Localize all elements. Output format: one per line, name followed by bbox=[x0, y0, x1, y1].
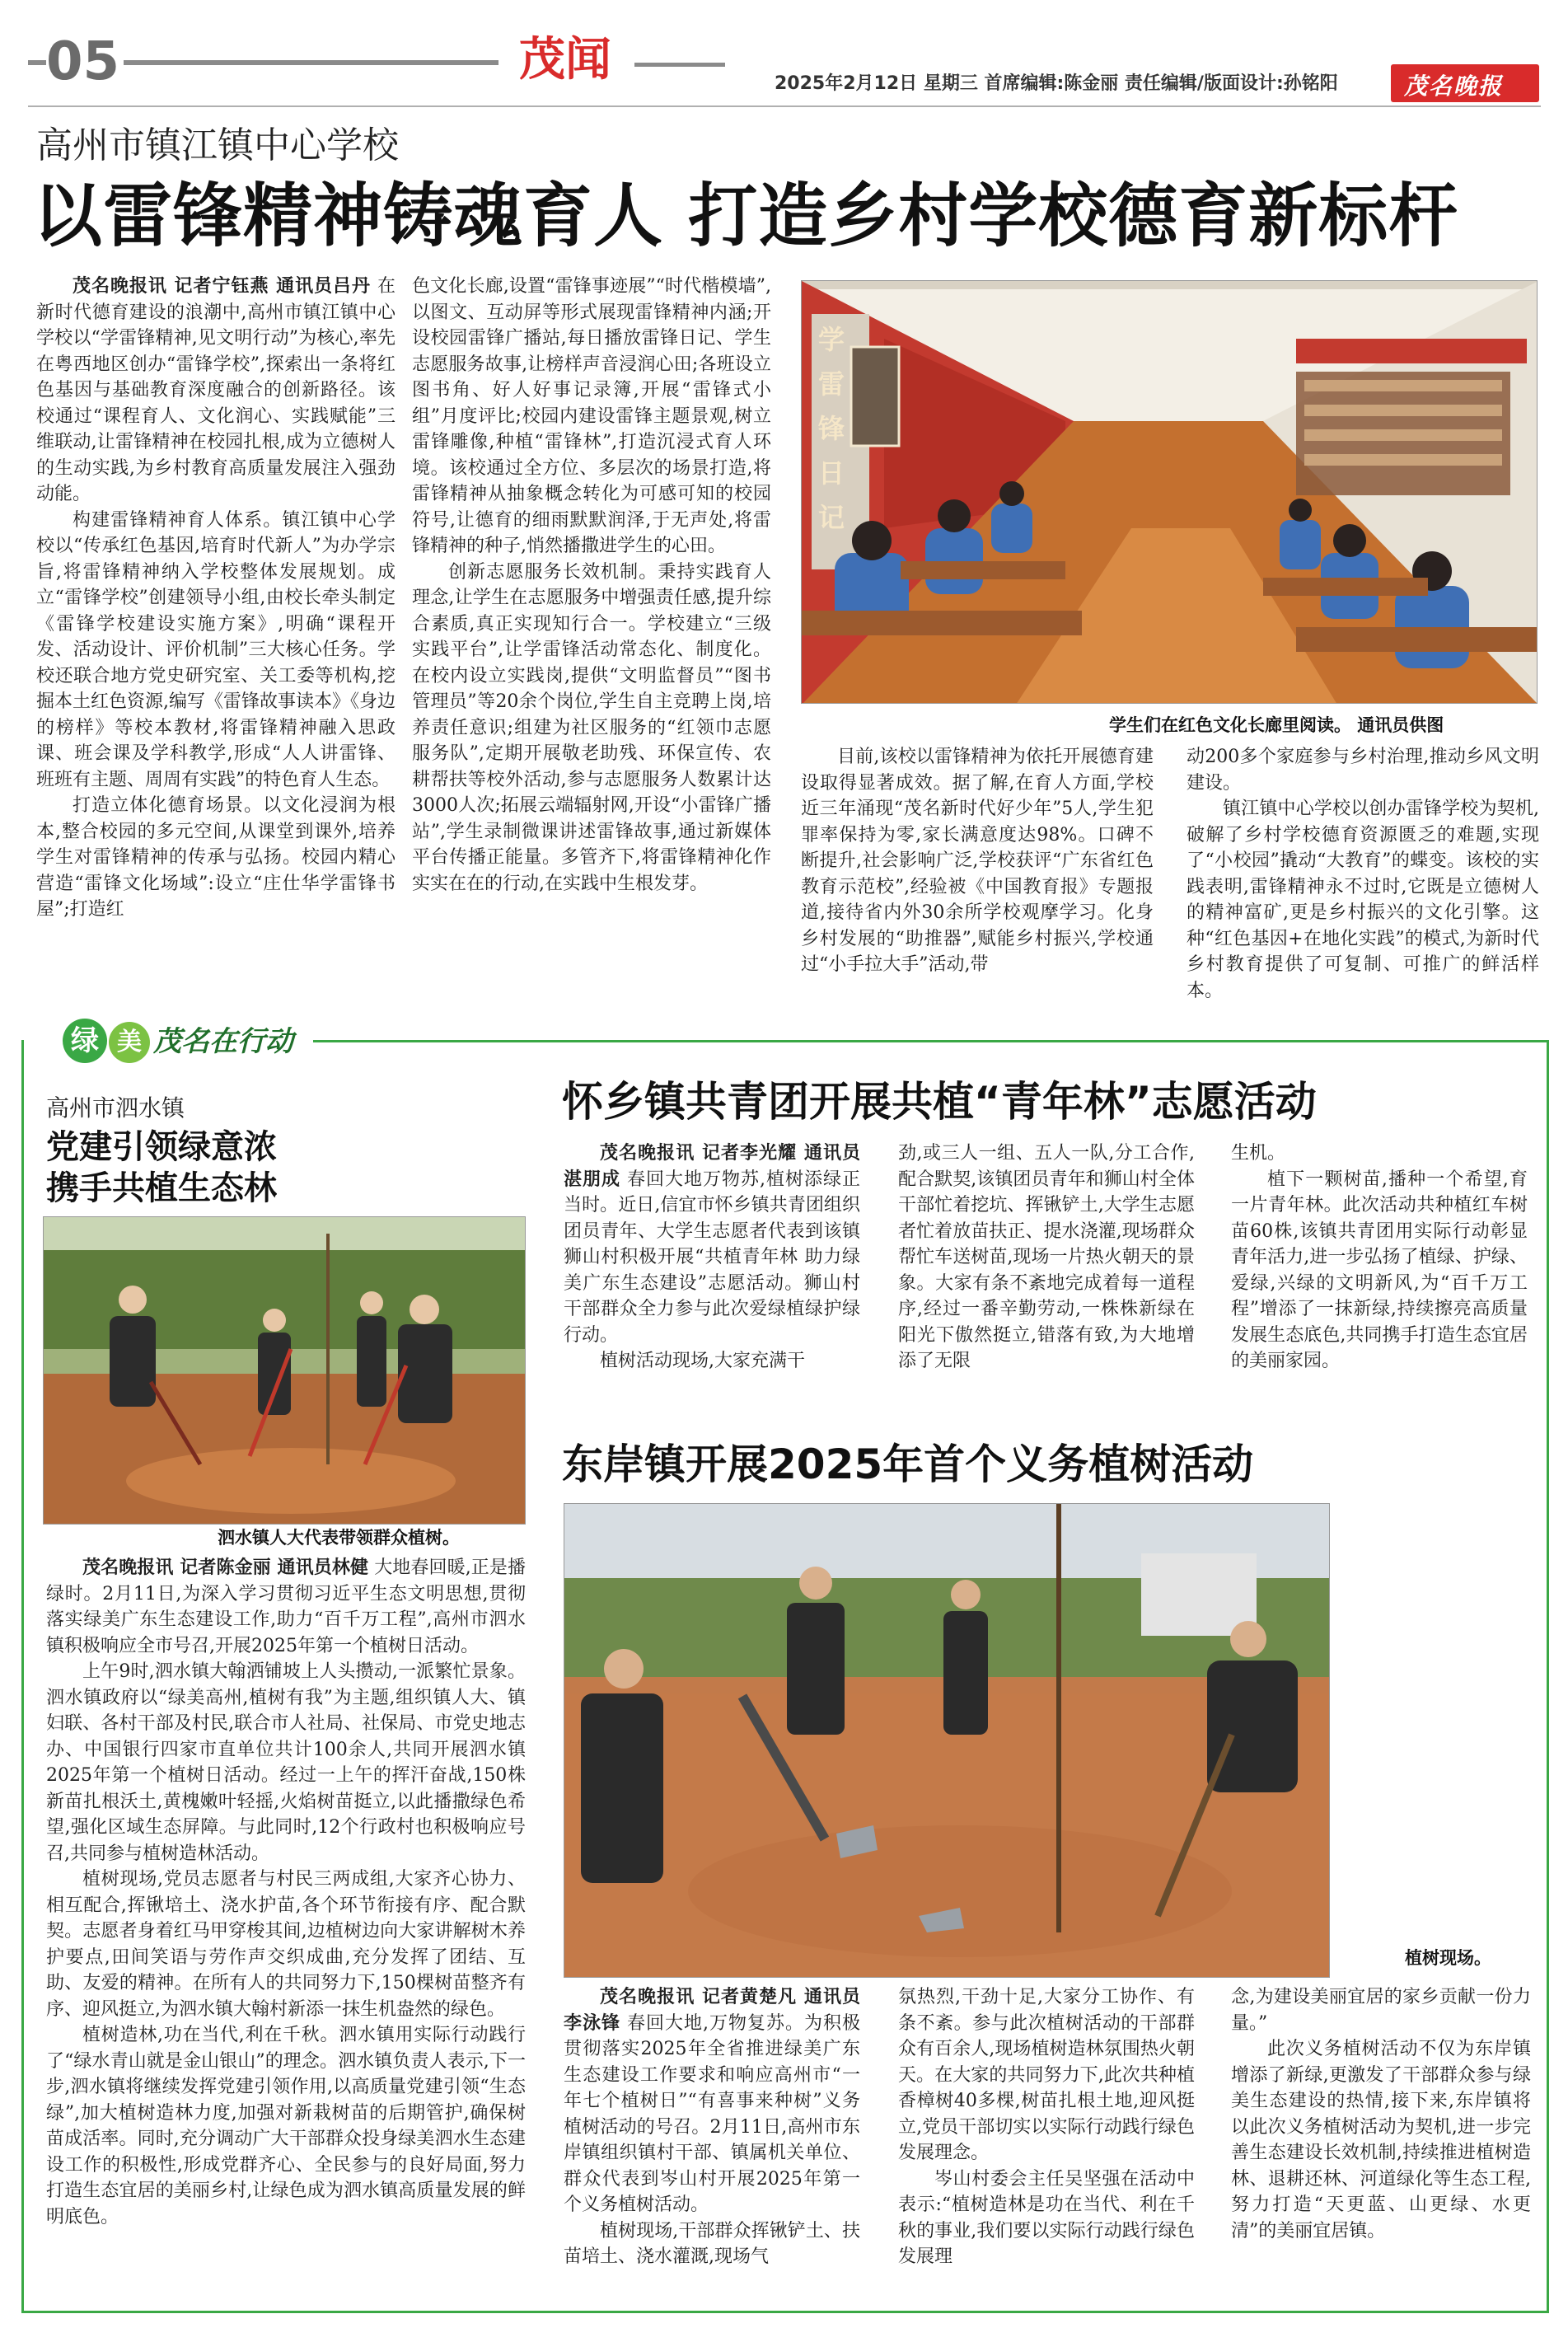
lead-paragraph: 创新志愿服务长效机制。秉持实践育人理念,让学生在志愿服务中增强责任感,提升综合素质,真正实现知行合一。学校建立“三级实践平台”,让学雷锋活动常态化、制度化。在校内设立实践岗,提供“文明监督员”“图书管理员”等20余个岗位,学生自主竞聘上岗,培养责任意识;组建为社区服务的“红领巾志愿服务队”,定期开展敬老助残、环保宣传、农耕帮扶等校外活动,参与志愿服务人数累计达3000人次;拓展云端辐射网,开设“小雷锋广播站”,学生录制微课讲述雷锋故事,通过新媒体平台传播正能量。多管齐下,将雷锋精神化作实实在在的行动,在实践中生根发芽。 bbox=[412, 561, 771, 894]
sishui-kicker: 高州市泗水镇 bbox=[46, 1094, 185, 1122]
green-badge bbox=[63, 1015, 335, 1066]
lead-column-1 bbox=[36, 274, 396, 999]
paper-logo-text: 茂名晚报 bbox=[1404, 73, 1504, 100]
sishui-photo-caption: 泗水镇人大代表带领群众植树。 bbox=[218, 1528, 460, 1548]
sishui-paragraph: 植树造林,功在当代,利在千秋。泗水镇用实际行动践行了“绿水青山就是金山银山”的理念。泗水镇负责人表示,下一步,泗水镇将继续发挥党建引领作用,以高质量党建引领“生态绿”,加大植树造林力度,加强对新栽树苗的后期管护,确保树苗成活率。同时,充分调动广大干部群众投身绿美泗水生态建设工作的积极性,形成党群齐心、全民参与的良好局面,努力打造生态宜居的美丽乡村,让绿色成为泗水镇高质量发展的鲜明底色。 bbox=[46, 2025, 526, 2227]
wall-char: 锋 bbox=[817, 413, 845, 444]
sishui-paragraph: 上午9时,泗水镇大翰洒铺坡上人头攒动,一派繁忙景象。泗水镇政府以“绿美高州,植树有我”为主题,组织镇人大、镇妇联、各村干部及村民,联合市人社局、社保局、市党史地志办、中国银行四家市直单位共计100余人,共同开展泗水镇2025年第一个植树日活动。经过一上午的挥汗奋战,150株新苗扎根沃土,黄槐嫩叶轻摇,火焰树苗挺立,以此播撒绿色希望,强化区域生态屏障。与此同时,12个行政村也积极响应号召,共同参与植树造林活动。 bbox=[46, 1661, 526, 1864]
school-corridor-photo bbox=[801, 280, 1538, 704]
sishui-paragraph: 植树现场,党员志愿者与村民三两成组,大家齐心协力、相互配合,挥锹培土、浇水护苗,各个环节衔接有序、配合默契。志愿者身着红马甲穿梭其间,边植树边向大家讲解树木养护要点,田间笑语与劳作声交织成曲,充分发挥了团结、互助、友爱的精神。在所有人的共同努力下,150棵树苗整齐有序、迎风挺立,为泗水镇大翰村新添一抹生机盎然的绿色。 bbox=[46, 1869, 526, 2020]
lead-paragraph: 动200多个家庭参与乡村治理,推动乡风文明建设。 bbox=[1187, 747, 1539, 794]
lead-paragraph: 色文化长廊,设置“雷锋事迹展”“时代楷模墙”,以图文、互动屏等形式展现雷锋精神内涵;开设校园雷锋广播站,每日播放雷锋日记、学生志愿服务故事,让榜样声音浸润心田;各班设立图书角、好人好事记录簿,开展“雷锋式小组”月度评比;校园内建设雷锋主题景观,树立雷锋雕像,种植“雷锋林”,打造沉浸式育人环境。该校通过全方位、多层次的场景打造,将雷锋精神从抽象概念转化为可感可知的校园符号,让德育的细雨默默润泽,于无声处,将雷锋精神的种子,悄然播撒进学生的心田。 bbox=[412, 276, 771, 556]
huaixiang-paragraph: 植下一颗树苗,播种一个希望,育一片青年林。此次活动共种植红车树苗60株,该镇共青团用实际行动彰显青年活力,进一步弘扬了植绿、护绿、爱绿,兴绿的文明新风,为“百千万工程”增添了一抹新绿,持续擦亮高质量发展生态底色,共同携手打造生态宜居的美丽家园。 bbox=[1231, 1169, 1528, 1371]
lead-kicker: 高州市镇江镇中心学校 bbox=[36, 124, 399, 166]
wall-char: 日 bbox=[817, 457, 845, 489]
huaixiang-column-2 bbox=[898, 1141, 1195, 1404]
sishui-byline: 茂名晚报讯 记者陈金丽 通讯员林健 bbox=[82, 1557, 369, 1578]
huaixiang-paragraph: 生机。 bbox=[1231, 1143, 1286, 1164]
school-photo-caption: 学生们在红色文化长廊里阅读。 通讯员供图 bbox=[1109, 715, 1444, 735]
page-number-bar-right bbox=[124, 60, 498, 65]
sishui-tree-planting-photo bbox=[43, 1216, 526, 1525]
masthead bbox=[0, 0, 1568, 107]
sishui-headline-2: 携手共植生态林 bbox=[46, 1169, 277, 1207]
section-name: 茂闻 bbox=[519, 33, 611, 87]
paper-logo bbox=[1391, 64, 1539, 102]
dongan-paragraph: 念,为建设美丽宜居的家乡贡献一份力量。” bbox=[1231, 1987, 1531, 2034]
dongan-photo-caption: 植树现场。 bbox=[1405, 1948, 1491, 1968]
huaixiang-column-1 bbox=[564, 1141, 860, 1404]
huaixiang-paragraph: 劲,或三人一组、五人一队,分工合作,配合默契,该镇团员青年和狮山村全体干部忙着挖坑、挥锹铲土,大学生志愿者忙着放苗扶正、提水浇灌,现场群众帮忙车送树苗,现场一片热火朝天的景象。大家有条不紊地完成着每一道程序,经过一番辛勤劳动,一株株新绿在阳光下傲然挺立,错落有致,为大地增添了无限 bbox=[898, 1143, 1195, 1371]
badge-title: 茂名在行动 bbox=[153, 1025, 293, 1058]
lead-paragraph: 打造立体化德育场景。以文化浸润为根本,整合校园的多元空间,从课堂到课外,培养学生对雷锋精神的传承与弘扬。校园内精心营造“雷锋文化场域”:设立“庄仕华学雷锋书屋”;打造红 bbox=[36, 795, 396, 920]
huaixiang-column-3 bbox=[1231, 1141, 1528, 1404]
issue-info: 2025年2月12日 星期三 首席编辑:陈金丽 责任编辑/版面设计:孙铭阳 bbox=[775, 73, 1338, 94]
lead-column-4 bbox=[1187, 744, 1539, 1000]
page-number-bar-left bbox=[28, 60, 46, 65]
sishui-photo-illustration bbox=[44, 1217, 526, 1525]
dongan-photo-illustration bbox=[564, 1504, 1330, 1978]
photo-wall-text bbox=[815, 317, 848, 540]
lead-byline: 茂名晚报讯 记者宁钰燕 通讯员吕丹 bbox=[73, 276, 371, 297]
dongan-paragraph: 氛热烈,干劲十足,大家分工协作、有条不紊。参与此次植树活动的干部群众有百余人,现场植树造林氛围热火朝天。在大家的共同努力下,此次共种植香樟树40多棵,树苗扎根土地,迎风挺立,党员干部切实以实际行动践行绿色发展理念。 bbox=[898, 1987, 1195, 2163]
dongan-paragraph: 岑山村委会主任吴坚强在活动中表示:“植树造林是功在当代、利在千秋的事业,我们要以实际行动践行绿色发展理 bbox=[898, 2168, 1195, 2267]
dongan-paragraph: 春回大地,万物复苏。为积极贯彻落实2025年全省推进绿美广东生态建设工作要求和响应高州市“一年七个植树日”“有喜事来种树”义务植树活动的号召。2月11日,高州市东岸镇组织镇村干部、镇属机关单位、群众代表到岑山村开展2025年第一个义务植树活动。 bbox=[564, 2012, 860, 2215]
sishui-headline-1: 党建引领绿意浓 bbox=[46, 1128, 277, 1166]
dongan-tree-planting-photo bbox=[564, 1503, 1330, 1978]
school-corridor-illustration bbox=[802, 281, 1538, 704]
badge-char-green: 绿 bbox=[63, 1019, 107, 1063]
huaixiang-paragraph: 春回大地万物苏,植树添绿正当时。近日,信宜市怀乡镇共青团组织团员青年、大学生志愿者代表到该镇狮山村积极开展“共植青年林 助力绿美广东生态建设”志愿活动。狮山村干部群众全力参与此次爱绿植绿护绿行动。 bbox=[564, 1169, 860, 1346]
masthead-bottom-rule bbox=[28, 105, 1541, 107]
lead-column-3 bbox=[801, 744, 1154, 1000]
dongan-column-2 bbox=[898, 1984, 1195, 2310]
dongan-headline: 东岸镇开展2025年首个义务植树活动 bbox=[562, 1440, 1254, 1488]
huaixiang-byline: 茂名晚报讯 记者李光耀 通讯员湛朋成 bbox=[564, 1143, 860, 1190]
lead-column-2 bbox=[412, 274, 771, 999]
masthead-rule bbox=[634, 63, 725, 67]
dongan-paragraph: 植树现场,干部群众挥锹铲土、扶苗培土、浇水灌溉,现场气 bbox=[564, 2220, 860, 2267]
wall-char: 学 bbox=[817, 324, 845, 355]
dongan-byline: 茂名晚报讯 记者黄楚凡 通讯员李泳锋 bbox=[564, 1987, 860, 2034]
lead-headline: 以雷锋精神铸魂育人 打造乡村学校德育新标杆 bbox=[33, 176, 1459, 256]
lead-paragraph: 目前,该校以雷锋精神为依托开展德育建设取得显著成效。据了解,在育人方面,学校近三年涌现“茂名新时代好少年”5人,学生犯罪率保持为零,家长满意度达98%。口碑不断提升,社会影响广泛,学校获评“广东省红色教育示范校”,经验被《中国教育报》专题报道,接待省内外30余所学校观摩学习。化身乡村发展的“助推器”,赋能乡村振兴,学校通过“小手拉大手”活动,带 bbox=[801, 747, 1154, 975]
dongan-column-3 bbox=[1231, 1984, 1531, 2310]
sishui-paragraph: 大地春回暖,正是播绿时。2月11日,为深入学习贯彻习近平生态文明思想,贯彻落实绿美广东生态建设工作,助力“百千万工程”,高州市泗水镇积极响应全市号召,开展2025年第一个植树日活动。 bbox=[46, 1557, 526, 1656]
lead-paragraph: 构建雷锋精神育人体系。镇江镇中心学校以“传承红色基因,培育时代新人”为办学宗旨,将雷锋精神纳入学校整体发展规划。成立“雷锋学校”创建领导小组,由校长牵头制定《雷锋学校建设实施方案》,明确“课程开发、活动设计、评价机制”三大核心任务。学校还联合地方党史研究室、关工委等机构,挖掘本土红色资源,编写《雷锋故事读本》《身边的榜样》等校本教材,将雷锋精神融入思政课、班会课及学科教学,形成“人人讲雷锋、班班有主题、周周有实践”的特色育人生态。 bbox=[36, 509, 396, 790]
lead-paragraph: 在新时代德育建设的浪潮中,高州市镇江镇中心学校以“学雷锋精神,见文明行动”为核心,率先在粤西地区创办“雷锋学校”,探索出一条将红色基因与基础教育深度融合的创新路径。该校通过“课程育人、文化润心、实践赋能”三维联动,让雷锋精神在校园扎根,成为立德树人的生动实践,为乡村教育高质量发展注入强劲动能。 bbox=[36, 276, 396, 504]
huaixiang-headline: 怀乡镇共青团开展共植“青年林”志愿活动 bbox=[562, 1078, 1317, 1126]
dongan-column-1 bbox=[564, 1984, 860, 2310]
wall-char: 雷 bbox=[817, 368, 845, 400]
green-section-top-rule bbox=[313, 1040, 1549, 1042]
dongan-paragraph: 此次义务植树活动不仅为东岸镇增添了新绿,更激发了干部群众参与绿美生态建设的热情,接下来,东岸镇将以此次义务植树活动为契机,进一步完善生态建设长效机制,持续推进植树造林、退耕还林、河道绿化等生态工程,努力打造“天更蓝、山更绿、水更清”的美丽宜居镇。 bbox=[1231, 2039, 1531, 2241]
huaixiang-paragraph: 植树活动现场,大家充满干 bbox=[600, 1351, 805, 1371]
sishui-body bbox=[46, 1555, 526, 2309]
wall-char: 记 bbox=[817, 502, 845, 533]
lead-paragraph: 镇江镇中心学校以创办雷锋学校为契机,破解了乡村学校德育资源匮乏的难题,实现了“小校园”撬动“大教育”的蝶变。该校的实践表明,雷锋精神永不过时,它既是立德树人的精神富矿,更是乡村振兴的文化引擎。这种“红色基因+在地化实践”的模式,为新时代乡村教育提供了可复制、可推广的鲜活样本。 bbox=[1187, 799, 1539, 1000]
page-number: 05 bbox=[46, 31, 120, 92]
badge-char-beauty: 美 bbox=[109, 1022, 150, 1063]
